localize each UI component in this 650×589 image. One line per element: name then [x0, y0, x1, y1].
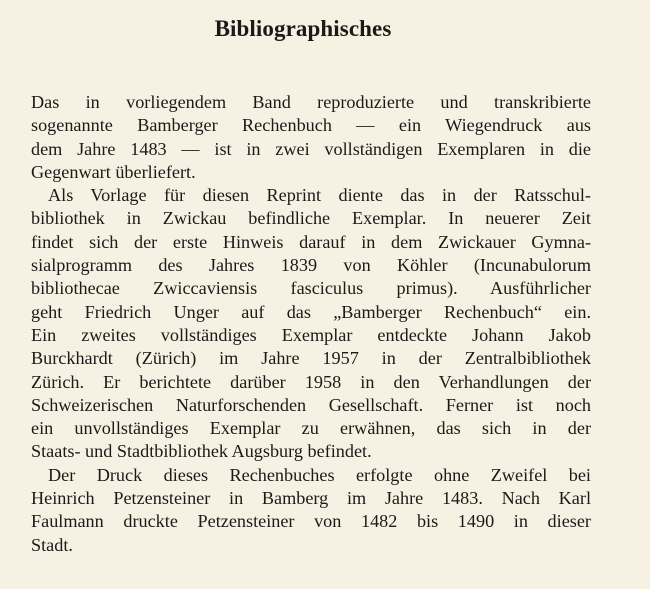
text-line: Zürich. Er berichtete darüber 1958 in den Verhandlungen der	[31, 371, 591, 392]
text-line: geht Friedrich Unger auf das „Bamberger Rechenbuch“ ein.	[31, 301, 591, 322]
body-text	[31, 91, 591, 557]
text-line: Gegenwart überliefert.	[31, 161, 196, 182]
text-line: Das in vorliegendem Band reproduzierte und transkribierte	[31, 92, 591, 112]
text-line: Burckhardt (Zürich) im Jahre 1957 in der Zentralbibliothek	[31, 348, 591, 369]
text-line: Ein zweites vollständiges Exemplar entdeckte Johann Jakob	[31, 324, 591, 345]
text-line: Heinrich Petzensteiner in Bamberg im Jahre 1483. Nach Karl	[31, 488, 591, 509]
text-line: ein unvollständiges Exemplar zu erwähnen, das sich in der	[31, 418, 591, 439]
text-line: Schweizerischen Naturforschenden Gesellschaft. Ferner ist noch	[31, 394, 591, 415]
text-line: bibliothek in Zwickau befindliche Exemplar. In neuerer Zeit	[31, 208, 591, 229]
text-line: sogenannte Bamberger Rechenbuch — ein Wiegendruck aus	[31, 115, 591, 136]
text-line: sialprogramm des Jahres 1839 von Köhler (Incunabulorum	[31, 255, 591, 276]
text-line: findet sich der erste Hinweis darauf in dem Zwickauer Gymna-	[31, 231, 591, 252]
text-line: Als Vorlage für diesen Reprint diente das in der Ratsschul-	[48, 185, 591, 206]
text-line: Staats- und Stadtbibliothek Augsburg befindet.	[31, 441, 372, 462]
page-title: Bibliographisches	[214, 16, 392, 41]
text-line: Stadt.	[31, 534, 73, 555]
text-line: Der Druck dieses Rechenbuches erfolgte ohne Zweifel bei	[48, 464, 591, 485]
text-line: Faulmann druckte Petzensteiner von 1482 bis 1490 in dieser	[31, 511, 591, 532]
text-line: bibliothecae Zwiccaviensis fasciculus primus). Ausführlicher	[31, 278, 591, 299]
text-line: dem Jahre 1483 — ist in zwei vollständigen Exemplaren in die	[31, 138, 591, 159]
